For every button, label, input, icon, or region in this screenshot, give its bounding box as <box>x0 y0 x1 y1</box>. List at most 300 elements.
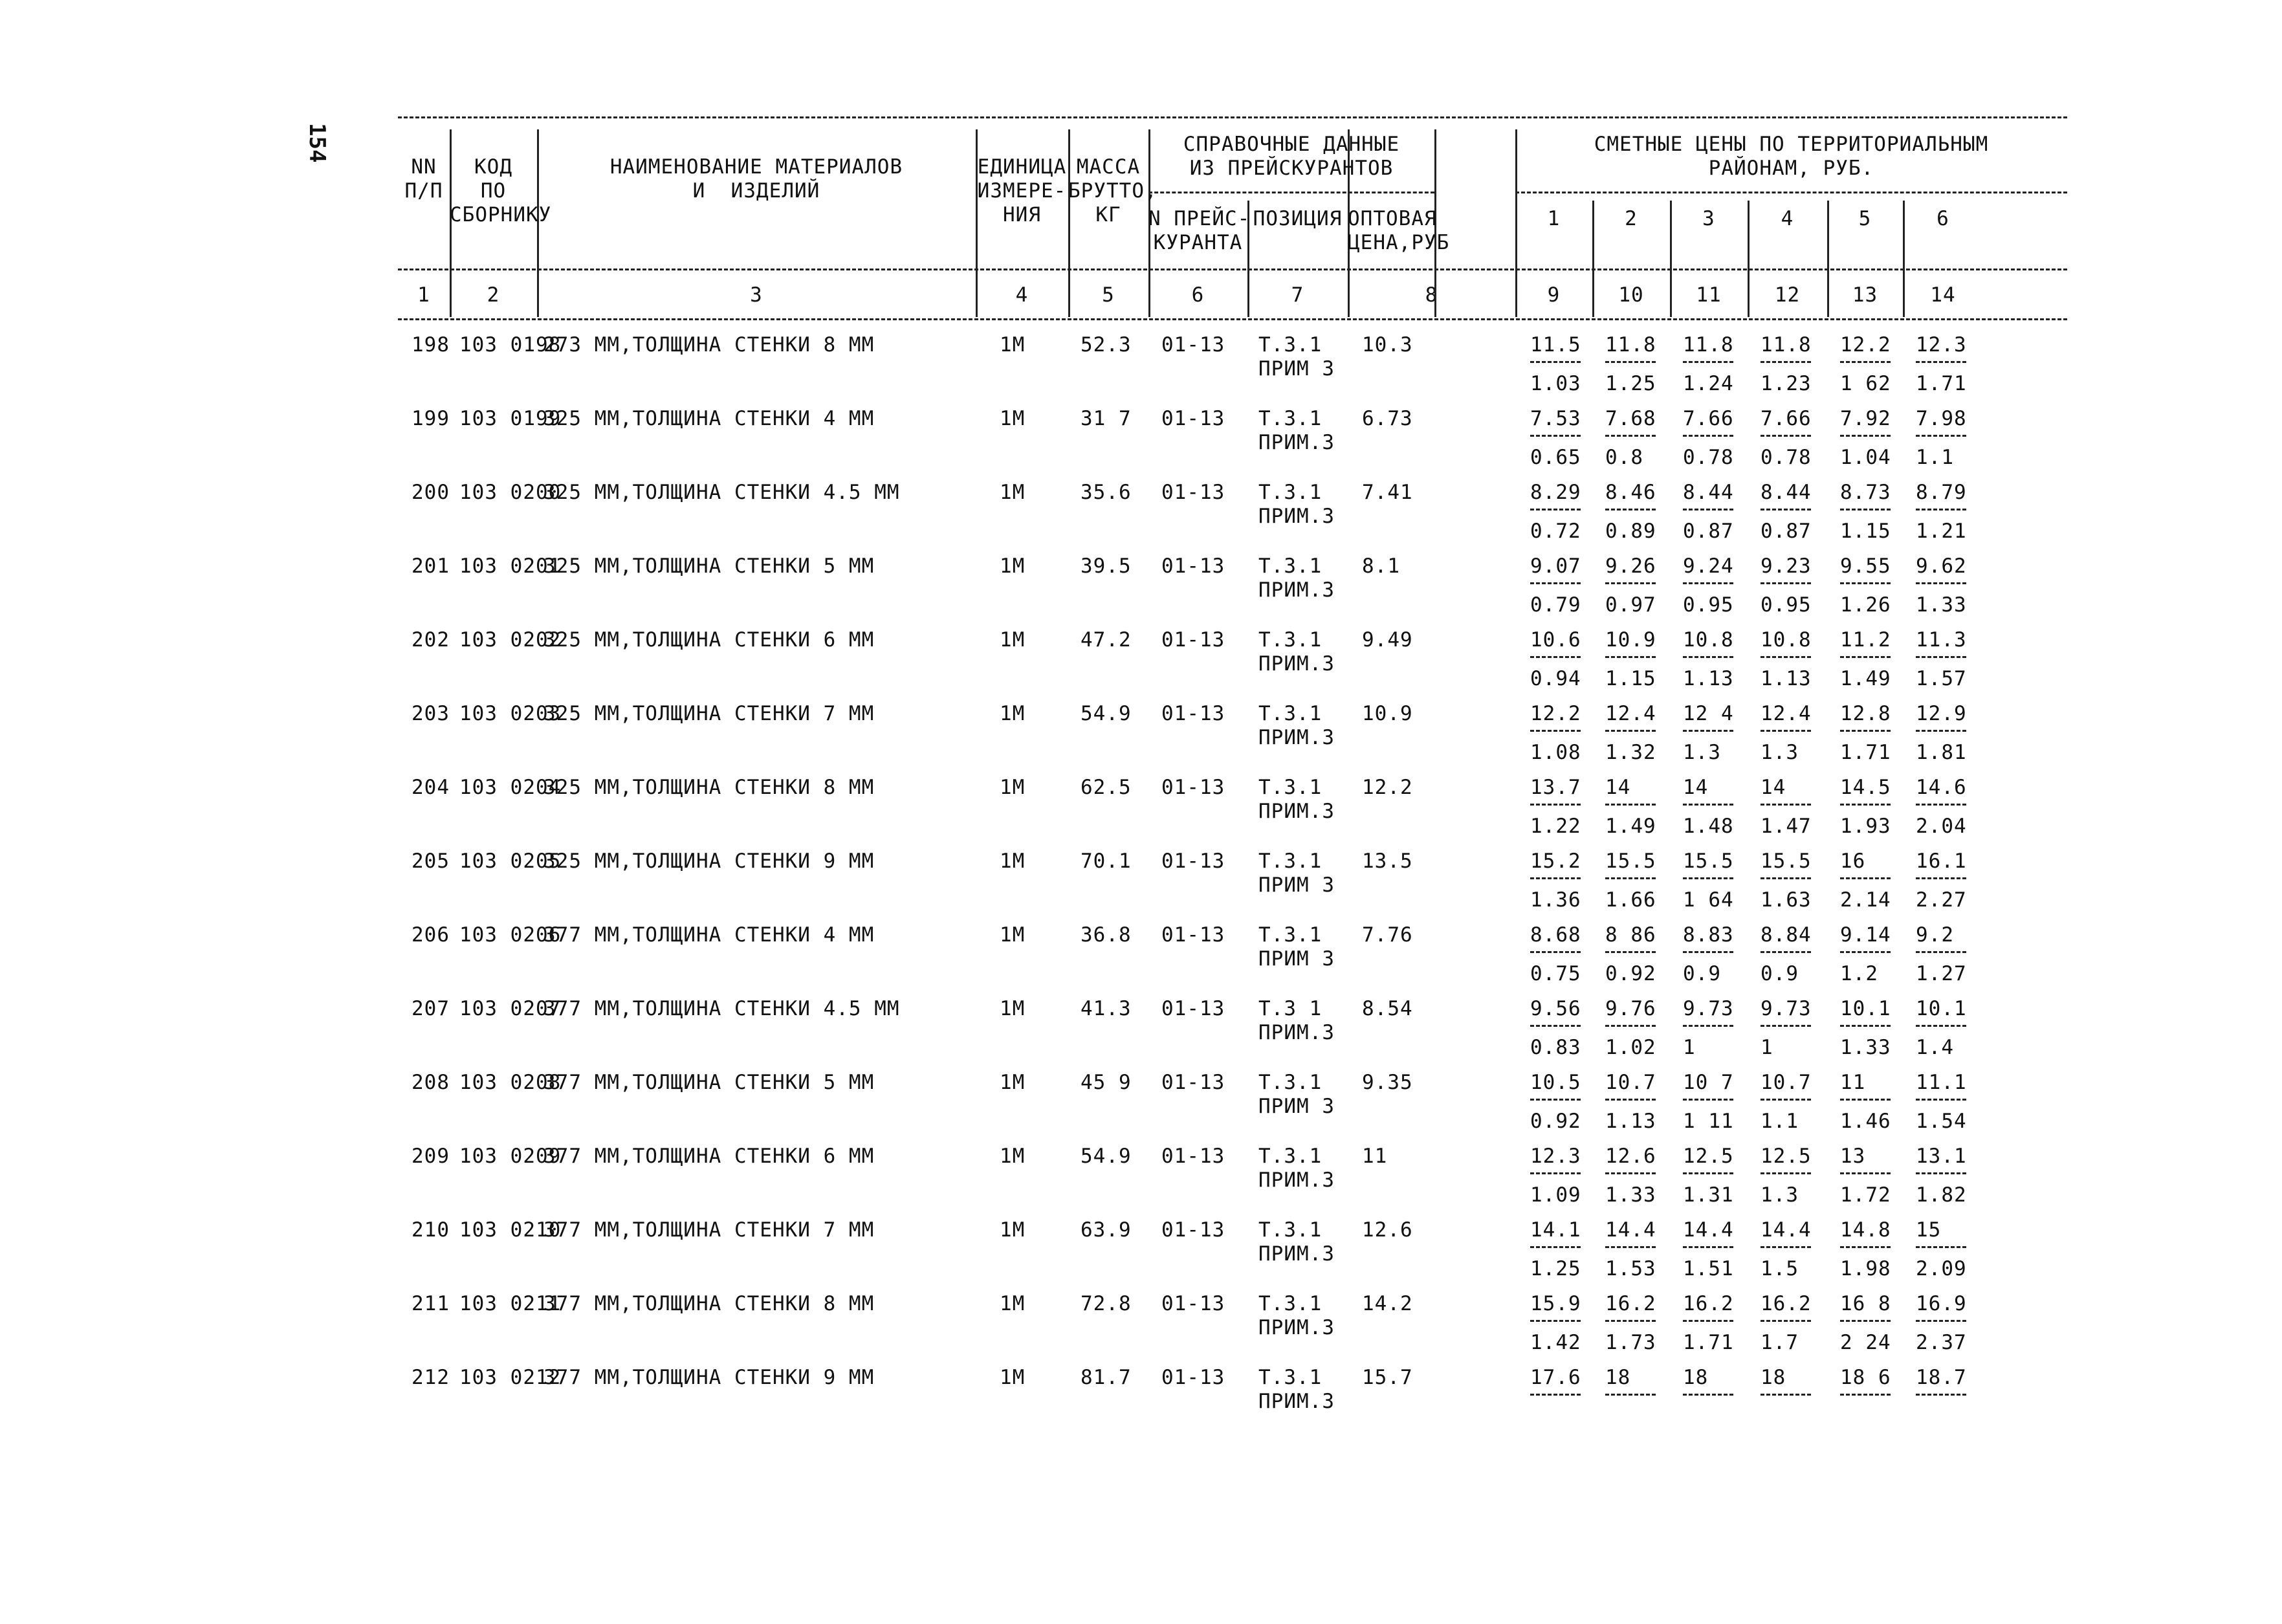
row-wholesale-price: 14.2 <box>1362 1292 1413 1315</box>
price-total: 10.1 <box>1840 997 1891 1020</box>
region-price-5 <box>1840 1071 1900 1134</box>
price-total: 14.4 <box>1683 1218 1734 1242</box>
fraction-bar <box>1840 361 1891 363</box>
region-price-5 <box>1840 850 1900 912</box>
price-transport: 0.92 <box>1605 962 1656 985</box>
region-price-6 <box>1916 1218 1975 1281</box>
price-total: 14.5 <box>1840 776 1891 799</box>
fraction-bar <box>1840 877 1891 879</box>
price-total: 10.7 <box>1761 1071 1812 1094</box>
row-mass: 52.3 <box>1081 333 1132 357</box>
price-transport: 0.9 <box>1761 962 1799 985</box>
price-total: 15 <box>1916 1218 1942 1242</box>
price-transport: 0.95 <box>1761 593 1812 617</box>
row-number: 208 <box>411 1071 450 1094</box>
region-price-1 <box>1530 702 1590 765</box>
price-transport: 0.65 <box>1530 446 1581 469</box>
region-price-2 <box>1605 997 1665 1060</box>
region-price-1 <box>1530 1145 1590 1207</box>
fraction-bar <box>1530 1246 1581 1248</box>
fraction-bar <box>1916 435 1966 437</box>
price-total: 12.4 <box>1761 702 1812 725</box>
header-code: КОД ПО СБОРНИКУ <box>450 155 552 226</box>
price-transport: 0.9 <box>1683 962 1721 985</box>
row-unit: 1М <box>1000 923 1026 947</box>
fraction-bar <box>1530 1320 1581 1322</box>
column-number-13: 13 <box>1852 283 1878 307</box>
region-price-2 <box>1605 1071 1665 1134</box>
row-material-name: 325 ММ,ТОЛЩИНА СТЕНКИ 9 ММ <box>543 850 875 873</box>
region-price-3 <box>1683 776 1742 839</box>
column-number-rule <box>976 275 978 314</box>
fraction-bar <box>1916 1025 1966 1027</box>
price-transport: 1.22 <box>1530 815 1581 838</box>
region-price-3 <box>1683 481 1742 543</box>
row-position: Т.3.1 ПРИМ.3 <box>1258 702 1335 749</box>
region-price-4 <box>1761 1145 1820 1207</box>
region-price-3 <box>1683 997 1742 1060</box>
column-number-5: 5 <box>1102 283 1115 307</box>
row-mass: 70.1 <box>1081 850 1132 873</box>
row-pricelist-number: 01-13 <box>1161 1218 1225 1242</box>
price-transport: 1.7 <box>1761 1331 1799 1354</box>
region-price-6 <box>1916 1366 1975 1405</box>
fraction-bar <box>1761 361 1811 363</box>
price-total: 12.2 <box>1840 333 1891 357</box>
price-transport: 1.73 <box>1605 1331 1656 1354</box>
row-mass: 72.8 <box>1081 1292 1132 1315</box>
fraction-bar <box>1761 435 1811 437</box>
fraction-bar <box>1761 804 1811 806</box>
price-transport: 0.92 <box>1530 1110 1581 1133</box>
region-price-6 <box>1916 1145 1975 1207</box>
row-number: 206 <box>411 923 450 947</box>
fraction-bar <box>1530 582 1581 584</box>
column-number-rule <box>1148 275 1150 314</box>
region-price-6 <box>1916 1071 1975 1134</box>
fraction-bar <box>1530 509 1581 510</box>
row-pricelist-number: 01-13 <box>1161 923 1225 947</box>
fraction-bar <box>1916 1320 1966 1322</box>
header-mid-rule <box>398 269 2067 270</box>
price-transport: 1 <box>1761 1036 1773 1059</box>
row-unit: 1М <box>1000 554 1026 578</box>
region-price-5 <box>1840 1145 1900 1207</box>
fraction-bar <box>1530 877 1581 879</box>
row-position: Т.3 1 ПРИМ.3 <box>1258 997 1335 1044</box>
fraction-bar <box>1761 1099 1811 1101</box>
row-pricelist-number: 01-13 <box>1161 1292 1225 1315</box>
price-transport: 2.27 <box>1916 888 1967 912</box>
row-code: 103 0200 <box>459 481 562 504</box>
price-transport: 1.23 <box>1761 372 1812 395</box>
price-total: 16.9 <box>1916 1292 1967 1315</box>
price-transport: 1 64 <box>1683 888 1734 912</box>
fraction-bar <box>1683 951 1733 953</box>
fraction-bar <box>1530 1025 1581 1027</box>
price-transport: 2.37 <box>1916 1331 1967 1354</box>
price-total: 12.9 <box>1916 702 1967 725</box>
fraction-bar <box>1530 1099 1581 1101</box>
price-total: 13.7 <box>1530 776 1581 799</box>
price-transport: 1.31 <box>1683 1183 1734 1207</box>
price-transport: 1.3 <box>1761 741 1799 764</box>
region-price-4 <box>1761 407 1820 470</box>
price-total: 9.24 <box>1683 554 1734 578</box>
header-region-3: 3 <box>1702 207 1715 230</box>
fraction-bar <box>1683 435 1733 437</box>
row-pricelist-number: 01-13 <box>1161 702 1225 725</box>
row-unit: 1М <box>1000 1071 1026 1094</box>
region-price-3 <box>1683 1292 1742 1355</box>
region-price-4 <box>1761 923 1820 986</box>
row-code: 103 0206 <box>459 923 562 947</box>
fraction-bar <box>1683 1099 1733 1101</box>
fraction-bar <box>1605 582 1656 584</box>
fraction-bar <box>1761 877 1811 879</box>
row-number: 205 <box>411 850 450 873</box>
column-number-rule <box>1592 275 1594 314</box>
row-wholesale-price: 15.7 <box>1362 1366 1413 1389</box>
price-transport: 1.24 <box>1683 372 1734 395</box>
price-transport: 1.13 <box>1761 667 1812 690</box>
row-code: 103 0211 <box>459 1292 562 1315</box>
row-position: Т.3.1 ПРИМ 3 <box>1258 850 1335 897</box>
row-material-name: 273 ММ,ТОЛЩИНА СТЕНКИ 8 ММ <box>543 333 875 357</box>
price-total: 8.44 <box>1683 481 1734 504</box>
region-price-6 <box>1916 923 1975 986</box>
row-number: 211 <box>411 1292 450 1315</box>
row-position: Т.3.1 ПРИМ 3 <box>1258 1071 1335 1118</box>
row-unit: 1М <box>1000 997 1026 1020</box>
column-number-rule <box>1348 275 1350 314</box>
price-transport: 1.5 <box>1761 1257 1799 1280</box>
price-total: 11.5 <box>1530 333 1581 357</box>
row-position: Т.3.1 ПРИМ.3 <box>1258 776 1335 823</box>
fraction-bar <box>1840 435 1891 437</box>
price-transport: 0.72 <box>1530 520 1581 543</box>
price-total: 12.5 <box>1683 1145 1734 1168</box>
row-wholesale-price: 7.76 <box>1362 923 1413 947</box>
price-transport: 0.83 <box>1530 1036 1581 1059</box>
region-price-2 <box>1605 702 1665 765</box>
region-price-2 <box>1605 776 1665 839</box>
row-mass: 35.6 <box>1081 481 1132 504</box>
column-number-rule <box>1515 275 1517 314</box>
price-total: 14.8 <box>1840 1218 1891 1242</box>
fraction-bar <box>1605 509 1656 510</box>
region-price-3 <box>1683 1366 1742 1405</box>
price-transport: 1 11 <box>1683 1110 1734 1133</box>
row-wholesale-price: 6.73 <box>1362 407 1413 430</box>
header-wholesale-price: ОПТОВАЯ ЦЕНА,РУБ <box>1348 207 1450 254</box>
column-number-1: 1 <box>417 283 430 307</box>
fraction-bar <box>1530 656 1581 658</box>
row-code: 103 0210 <box>459 1218 562 1242</box>
row-code: 103 0203 <box>459 702 562 725</box>
region-price-5 <box>1840 1218 1900 1281</box>
row-number: 200 <box>411 481 450 504</box>
price-total: 9.14 <box>1840 923 1891 947</box>
price-transport: 0.79 <box>1530 593 1581 617</box>
region-price-1 <box>1530 1366 1590 1405</box>
row-unit: 1М <box>1000 1292 1026 1315</box>
price-total: 8.73 <box>1840 481 1891 504</box>
region-price-2 <box>1605 554 1665 617</box>
region-price-6 <box>1916 407 1975 470</box>
column-number-rule <box>537 275 539 314</box>
row-position: Т.3.1 ПРИМ.3 <box>1258 554 1335 602</box>
price-total: 10.7 <box>1605 1071 1656 1094</box>
price-total: 7.53 <box>1530 407 1581 430</box>
price-total: 8.83 <box>1683 923 1734 947</box>
region-price-1 <box>1530 481 1590 543</box>
column-number-3: 3 <box>750 283 763 307</box>
price-transport: 1.63 <box>1761 888 1812 912</box>
row-material-name: 325 ММ,ТОЛЩИНА СТЕНКИ 5 ММ <box>543 554 875 578</box>
header-pricelist-number: N ПРЕЙС- КУРАНТА <box>1148 207 1251 254</box>
row-mass: 36.8 <box>1081 923 1132 947</box>
region-price-4 <box>1761 1218 1820 1281</box>
row-number: 212 <box>411 1366 450 1389</box>
region-price-3 <box>1683 407 1742 470</box>
fraction-bar <box>1761 582 1811 584</box>
region-price-4 <box>1761 1071 1820 1134</box>
row-mass: 31 7 <box>1081 407 1132 430</box>
price-total: 14.4 <box>1761 1218 1812 1242</box>
row-number: 201 <box>411 554 450 578</box>
price-transport: 0.75 <box>1530 962 1581 985</box>
fraction-bar <box>1840 509 1891 510</box>
price-transport: 0.89 <box>1605 520 1656 543</box>
region-price-6 <box>1916 850 1975 912</box>
row-pricelist-number: 01-13 <box>1161 997 1225 1020</box>
row-position: Т.3.1 ПРИМ.3 <box>1258 1292 1335 1339</box>
region-price-1 <box>1530 1071 1590 1134</box>
price-group-rule <box>1515 192 2067 193</box>
price-total: 16.2 <box>1761 1292 1812 1315</box>
row-pricelist-number: 01-13 <box>1161 481 1225 504</box>
row-wholesale-price: 13.5 <box>1362 850 1413 873</box>
row-pricelist-number: 01-13 <box>1161 1145 1225 1168</box>
price-total: 12.5 <box>1761 1145 1812 1168</box>
row-wholesale-price: 8.54 <box>1362 997 1413 1020</box>
price-total: 11.8 <box>1605 333 1656 357</box>
fraction-bar <box>1605 1394 1656 1396</box>
region-price-1 <box>1530 850 1590 912</box>
header-estimated-prices: СМЕТНЫЕ ЦЕНЫ ПО ТЕРРИТОРИАЛЬНЫМ РАЙОНАМ, РУБ. <box>1594 133 1989 180</box>
fraction-bar <box>1683 361 1733 363</box>
column-number-rule <box>1748 275 1750 314</box>
price-total: 18 <box>1683 1366 1709 1389</box>
region-price-1 <box>1530 997 1590 1060</box>
price-total: 15.5 <box>1761 850 1812 873</box>
column-number-rule <box>1670 275 1672 314</box>
page-number: 154 <box>304 123 330 163</box>
row-position: Т.3.1 ПРИМ.3 <box>1258 1145 1335 1192</box>
price-total: 16.1 <box>1916 850 1967 873</box>
header-region-2: 2 <box>1625 207 1638 230</box>
fraction-bar <box>1683 1246 1733 1248</box>
region-price-5 <box>1840 776 1900 839</box>
row-code: 103 0207 <box>459 997 562 1020</box>
row-code: 103 0199 <box>459 407 562 430</box>
column-number-11: 11 <box>1696 283 1722 307</box>
fraction-bar <box>1683 582 1733 584</box>
fraction-bar <box>1683 1394 1733 1396</box>
price-total: 9.26 <box>1605 554 1656 578</box>
region-price-4 <box>1761 481 1820 543</box>
fraction-bar <box>1605 1099 1656 1101</box>
fraction-bar <box>1683 1025 1733 1027</box>
fraction-bar <box>1605 730 1656 732</box>
region-price-2 <box>1605 481 1665 543</box>
column-number-rule <box>1903 275 1905 314</box>
region-price-3 <box>1683 1071 1742 1134</box>
row-pricelist-number: 01-13 <box>1161 776 1225 799</box>
region-price-2 <box>1605 333 1665 396</box>
row-number: 202 <box>411 628 450 652</box>
row-pricelist-number: 01-13 <box>1161 407 1225 430</box>
fraction-bar <box>1761 656 1811 658</box>
price-transport: 1.36 <box>1530 888 1581 912</box>
price-total: 17.6 <box>1530 1366 1581 1389</box>
price-transport: 0.87 <box>1761 520 1812 543</box>
price-total: 8.68 <box>1530 923 1581 947</box>
row-unit: 1М <box>1000 702 1026 725</box>
price-transport: 1.53 <box>1605 1257 1656 1280</box>
price-transport: 2 24 <box>1840 1331 1891 1354</box>
row-pricelist-number: 01-13 <box>1161 1071 1225 1094</box>
price-total: 12.3 <box>1530 1145 1581 1168</box>
row-number: 203 <box>411 702 450 725</box>
region-price-5 <box>1840 1366 1900 1405</box>
row-number: 204 <box>411 776 450 799</box>
price-total: 7.98 <box>1916 407 1967 430</box>
region-price-6 <box>1916 1292 1975 1355</box>
price-total: 11.1 <box>1916 1071 1967 1094</box>
fraction-bar <box>1605 951 1656 953</box>
price-transport: 1.81 <box>1916 741 1967 764</box>
price-transport: 1.47 <box>1761 815 1812 838</box>
price-transport: 1.08 <box>1530 741 1581 764</box>
header-region-6: 6 <box>1936 207 1949 230</box>
row-number: 210 <box>411 1218 450 1242</box>
row-mass: 45 9 <box>1081 1071 1132 1094</box>
fraction-bar <box>1530 435 1581 437</box>
row-position: Т.3.1 ПРИМ.3 <box>1258 481 1335 528</box>
price-transport: 2.14 <box>1840 888 1891 912</box>
region-price-4 <box>1761 850 1820 912</box>
row-position: Т.3.1 ПРИМ.3 <box>1258 1366 1335 1413</box>
fraction-bar <box>1916 582 1966 584</box>
price-transport: 0.94 <box>1530 667 1581 690</box>
fraction-bar <box>1605 877 1656 879</box>
fraction-bar <box>1840 582 1891 584</box>
price-transport: 0.78 <box>1683 446 1734 469</box>
price-transport: 1.21 <box>1916 520 1967 543</box>
price-transport: 1.13 <box>1605 1110 1656 1133</box>
column-number-9: 9 <box>1547 283 1561 307</box>
fraction-bar <box>1840 1320 1891 1322</box>
price-total: 16.2 <box>1683 1292 1734 1315</box>
price-total: 10.9 <box>1605 628 1656 652</box>
fraction-bar <box>1530 730 1581 732</box>
region-price-1 <box>1530 1292 1590 1355</box>
fraction-bar <box>1761 1246 1811 1248</box>
row-material-name: 377 ММ,ТОЛЩИНА СТЕНКИ 9 ММ <box>543 1366 875 1389</box>
region-price-4 <box>1761 1292 1820 1355</box>
region-price-4 <box>1761 333 1820 396</box>
fraction-bar <box>1761 951 1811 953</box>
row-pricelist-number: 01-13 <box>1161 1366 1225 1389</box>
fraction-bar <box>1916 656 1966 658</box>
region-price-1 <box>1530 333 1590 396</box>
price-transport: 0.87 <box>1683 520 1734 543</box>
fraction-bar <box>1605 361 1656 363</box>
price-total: 9.73 <box>1683 997 1734 1020</box>
fraction-bar <box>1840 656 1891 658</box>
row-material-name: 377 ММ,ТОЛЩИНА СТЕНКИ 4 ММ <box>543 923 875 947</box>
row-code: 103 0201 <box>459 554 562 578</box>
price-total: 8.46 <box>1605 481 1656 504</box>
fraction-bar <box>1916 1394 1966 1396</box>
fraction-bar <box>1605 1320 1656 1322</box>
price-transport: 1.48 <box>1683 815 1734 838</box>
column-number-rule <box>1068 275 1070 314</box>
row-material-name: 325 ММ,ТОЛЩИНА СТЕНКИ 4 ММ <box>543 407 875 430</box>
header-region-1: 1 <box>1547 207 1561 230</box>
price-transport: 1.54 <box>1916 1110 1967 1133</box>
price-transport: 1.04 <box>1840 446 1891 469</box>
region-price-5 <box>1840 628 1900 691</box>
price-total: 13 <box>1840 1145 1866 1168</box>
price-transport: 2.09 <box>1916 1257 1967 1280</box>
region-price-5 <box>1840 481 1900 543</box>
price-total: 9.62 <box>1916 554 1967 578</box>
row-number: 198 <box>411 333 450 357</box>
header-region-4: 4 <box>1781 207 1794 230</box>
row-wholesale-price: 11 <box>1362 1145 1388 1168</box>
price-transport: 1.32 <box>1605 741 1656 764</box>
fraction-bar <box>1761 1394 1811 1396</box>
price-total: 9.55 <box>1840 554 1891 578</box>
fraction-bar <box>1761 730 1811 732</box>
region-price-5 <box>1840 1292 1900 1355</box>
header-reference-data: СПРАВОЧНЫЕ ДАННЫЕ ИЗ ПРЕЙСКУРАНТОВ <box>1183 133 1400 180</box>
fraction-bar <box>1683 730 1733 732</box>
price-total: 15.5 <box>1605 850 1656 873</box>
price-total: 14.1 <box>1530 1218 1581 1242</box>
row-position: Т.3.1 ПРИМ 3 <box>1258 923 1335 971</box>
region-price-1 <box>1530 1218 1590 1281</box>
row-code: 103 0212 <box>459 1366 562 1389</box>
fraction-bar <box>1916 804 1966 806</box>
row-unit: 1М <box>1000 407 1026 430</box>
price-transport: 1.71 <box>1683 1331 1734 1354</box>
row-pricelist-number: 01-13 <box>1161 554 1225 578</box>
region-price-1 <box>1530 554 1590 617</box>
region-price-2 <box>1605 407 1665 470</box>
price-transport: 1.33 <box>1916 593 1967 617</box>
row-material-name: 325 ММ,ТОЛЩИНА СТЕНКИ 8 ММ <box>543 776 875 799</box>
price-transport: 1.15 <box>1605 667 1656 690</box>
price-total: 7.68 <box>1605 407 1656 430</box>
price-total: 8.79 <box>1916 481 1967 504</box>
price-total: 10.5 <box>1530 1071 1581 1094</box>
price-total: 10.8 <box>1683 628 1734 652</box>
price-total: 11 <box>1840 1071 1866 1094</box>
